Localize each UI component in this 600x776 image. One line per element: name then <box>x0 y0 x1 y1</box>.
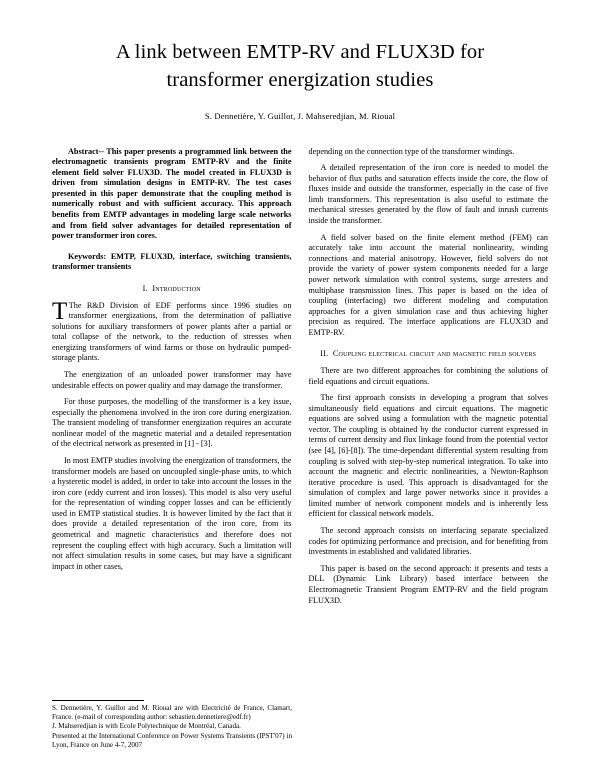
paragraph: This paper is based on the second approach: it presents and tests a DLL (Dynamic Link Library) based interface between the Electromagnetic Transient Program EMTP-RV and the field program FLUX3D. <box>308 563 548 605</box>
footnote-line: J. Mahseredjian is with Ecole Polytechnique de Montréal, Canada. <box>52 722 241 731</box>
section-heading-coupling <box>309 349 549 360</box>
footnote-rule <box>52 700 144 701</box>
paragraph: There are two different approaches for combining the solutions of field equations and circuit equations. <box>308 365 548 386</box>
drop-cap: T <box>52 297 68 325</box>
conference-note: Presented at the International Conference on Power Systems Transients (IPST'07) in Lyon, France on June 4-7, 2007 <box>52 731 292 749</box>
section-title: Introduction <box>152 283 201 293</box>
paragraph: In most EMTP studies involving the energization of transformers, the transformer models are based on uncoupled single-phase units, to which a hysteretic model is added, in order to take into account the losses in the iron core (eddy current and iron losses). This model is also very useful for the representation of winding copper losses and can be efficiently used in EMTP statistical studies. It is however limited by the fact that it does provide a detailed representation of the iron core, from its geometrical and magnetic characteristics and therefore does not represent the coupling effect with high accuracy. Such a limitation will not affect simulation results in some cases, but may have a significant impact in other cases, <box>52 456 292 571</box>
footnote-line: S. Dennetière, Y. Guillot and M. Rioual are with Electricité de France, Clamart, France. (e-mail of corresponding author: sebastien.dennetiere@edf.fr) <box>52 703 292 722</box>
paragraph: The energization of an unloaded power transformer may have undesirable effects on power quality and may damage the transformer. <box>52 369 292 390</box>
right-column <box>309 147 549 607</box>
paragraph: depending on the connection type of the transformer windings. <box>308 146 515 156</box>
paragraph-text: The R&D Division of EDF performs since 1996 studies on transformer energizations, from the determination of palliative solutions for auxiliary transformers of power plants after a partial or total collapse of the network, to the reduction of stresses when energizing transformers of wind farms or those on hydraulic pumped-storage plants. <box>52 300 292 363</box>
paragraph <box>52 297 292 364</box>
section-title: Coupling electrical circuit and magnetic field solvers <box>332 349 537 359</box>
abstract-text: Abstract-- This paper presents a programmed link between the electromagnetic transients program EMTP-RV and the finite element field solver FLUX3D. The model created in FLUX3D is driven from simulation designs in EMTP-RV. The test cases presented in this paper demonstrate that the coupling method is numerically robust and with sufficient accuracy. This approach benefits from EMTP advantages in modeling large scale networks and from field solver advantages for detailed representation of power transformer iron cores. <box>52 146 292 241</box>
author-list: S. Dennetière, Y. Guillot, J. Mahseredjian, M. Rioual <box>204 110 396 121</box>
section-heading-introduction <box>52 284 292 295</box>
paragraph: A field solver based on the finite element method (FEM) can accurately take into account the material nonlinearity, winding connections and material anisotropy. However, field solvers do not provide the variety of power system components needed for a large power network simulation with control systems, surge arresters and multiphase transmission lines. This paper is based on the idea of coupling (interfacing) two different modeling and computation approaches for a given simulation case and thus achieving higher precision as required. The interface applications are FLUX3D and EMTP-RV. <box>308 232 548 337</box>
page-title: A link between EMTP-RV and FLUX3D for transformer energization studies <box>115 41 485 92</box>
paragraph: A detailed representation of the iron core is needed to model the behavior of flux paths and saturation effects inside the core, the flow of fluxes inside and outside the transformer, especially in the case of five limb transformers. This representation is also useful to estimate the mechanical stresses generated by the flow of fault and inrush currents inside the transformer. <box>308 163 548 226</box>
section-number: I. <box>142 283 148 293</box>
paragraph: For those purposes, the modelling of the transformer is a key issue, especially the phenomena involved in the iron core during energization. The transient modeling of transformer energization requires an accurate nonlinear model of the magnetic material and a detailed representation of the electrical network as presented in [1] - [3]. <box>52 397 292 449</box>
paragraph: The first approach consists in developing a program that solves simultaneously field equations and circuit equations. The magnetic equations are solved using a formulation with the magnetic potential vector. The coupling is obtained by the conductor current expressed in terms of current density and flux linkage found from the potential vector (see [4], [6]-[8]). The time-dependant differential system resulting from coupling is solved with step-by-step numerical integration. To take into account the magnetic and electric nonlinearities, a Newton-Raphson iterative procedure is used. This approach is disadvantaged for the simulation of complex and large power networks since it provides a limited number of network component models and is inherently less efficient for classical network models. <box>308 393 548 519</box>
paragraph: The second approach consists on interfacing separate specialized codes for optimizing performance and precision, and for benefiting from investments in established and validated libraries. <box>308 526 548 557</box>
two-column-body <box>52 147 548 607</box>
section-number: II. <box>320 349 329 359</box>
left-column <box>52 147 292 607</box>
footnote-block <box>52 700 292 750</box>
keywords-text: Keywords: EMTP, FLUX3D, interface, switching transients, transformer transients <box>52 251 292 272</box>
